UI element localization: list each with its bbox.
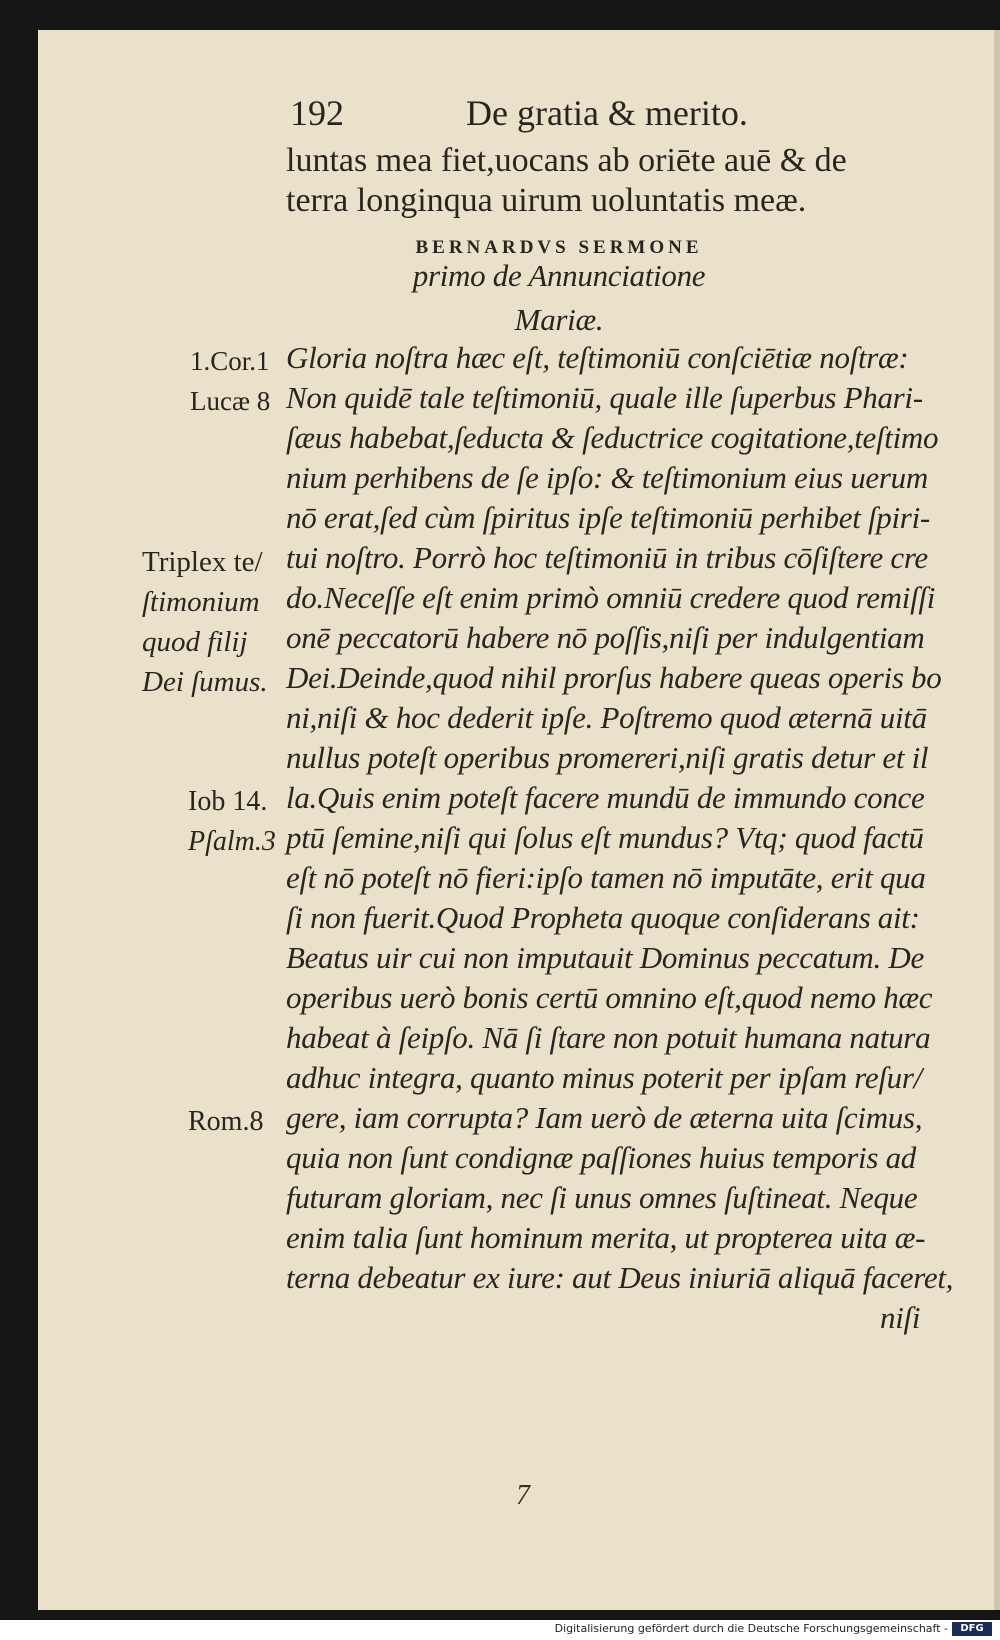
page-number: 192 (290, 93, 344, 133)
body-line: Gloria noſtra hæc eſt, teſtimoniū conſciētiæ noſtræ: (286, 340, 909, 375)
digitization-credit: Digitalisierung gefördert durch die Deutsche Forschungsgemeinschaft - (554, 1622, 948, 1635)
body-line: ptū ſemine,niſi qui ſolus eſt mundus? Vtq; quod factū (286, 820, 924, 855)
body-line: luntas mea fiet,uocans ab oriēte auē & de (286, 142, 847, 179)
signature-mark: 7 (516, 1480, 530, 1511)
catchword: niſi (880, 1300, 921, 1335)
body-line: nium perhibens de ſe ipſo: & teſtimonium eius uerum (286, 460, 928, 495)
margin-note-cor: 1.Cor.1 (190, 346, 270, 376)
margin-note-triplex: quod filij (142, 626, 248, 658)
body-line: onē peccatorū habere nō poſſis,niſi per indulgentiam (286, 620, 925, 655)
margin-note-triplex: ſtimonium (142, 586, 260, 618)
margin-note-rom: Rom.8 (188, 1106, 264, 1137)
body-line: nō erat,ſed cùm ſpiritus ipſe teſtimoniū perhibet ſpiri- (286, 500, 930, 535)
body-line: eſt nō poteſt nō fieri:ipſo tamen nō imputāte, erit qua (286, 860, 926, 895)
margin-note-triplex: Dei ſumus. (142, 666, 268, 698)
book-page (38, 30, 1000, 1610)
body-line: quia non ſunt condignæ paſſiones huius temporis ad (286, 1140, 916, 1175)
margin-note-triplex: Triplex te/ (142, 546, 263, 578)
body-line: la.Quis enim poteſt facere mundū de immundo conce (286, 780, 925, 815)
section-heading: BERNARDVS SERMONE (415, 237, 703, 258)
body-line: Dei.Deinde,quod nihil prorſus habere queas operis bo (286, 660, 942, 695)
page-header (38, 92, 1000, 142)
body-line: terna debeatur ex iure: aut Deus iniuriā aliquā faceret, (286, 1260, 954, 1295)
dfg-logo: DFG (952, 1622, 992, 1636)
body-line: futuram gloriam, nec ſi unus omnes ſuſtineat. Neque (286, 1180, 918, 1215)
body-line: Beatus uir cui non imputauit Dominus peccatum. De (286, 940, 924, 975)
body-line: Non quidē tale teſtimoniū, quale ille ſuperbus Phari- (286, 380, 923, 415)
section-subheading: primo de Annunciatione (412, 258, 706, 293)
body-line: operibus uerò bonis certū omnino eſt,quod nemo hæc (286, 980, 933, 1015)
section-subheading: Mariæ. (514, 302, 604, 337)
running-title: De gratia & merito. (466, 93, 748, 133)
body-line: enim talia ſunt hominum merita, ut propterea uita æ- (286, 1220, 926, 1255)
body-line: habeat à ſeipſo. Nā ſi ſtare non potuit humana natura (286, 1020, 931, 1055)
body-line: terra longinqua uirum uoluntatis meæ. (286, 182, 807, 219)
body-line: nullus poteſt operibus promereri,niſi gratis detur et il (286, 740, 929, 775)
body-line: tui noſtro. Porrò hoc teſtimoniū in tribus cōſiſtere cre (286, 540, 928, 575)
margin-note-luc: Lucæ 8 (190, 386, 271, 416)
margin-note-psalm: Pſalm.3 (188, 826, 276, 857)
body-line: ſi non fuerit.Quod Propheta quoque conſiderans ait: (286, 900, 920, 935)
body-line: ni,niſi & hoc dederit ipſe. Poſtremo quod æternā uitā (286, 700, 927, 735)
body-line: gere, iam corrupta? Iam uerò de æterna uita ſcimus, (286, 1100, 923, 1135)
margin-note-iob: Iob 14. (188, 786, 268, 817)
body-line: ſæus habebat,ſeducta & ſeductrice cogitatione,teſtimo (286, 420, 939, 455)
body-line: do.Neceſſe eſt enim primò omniū credere quod remiſſi (286, 580, 936, 615)
body-line: adhuc integra, quanto minus poterit per ipſam reſur/ (286, 1060, 922, 1095)
